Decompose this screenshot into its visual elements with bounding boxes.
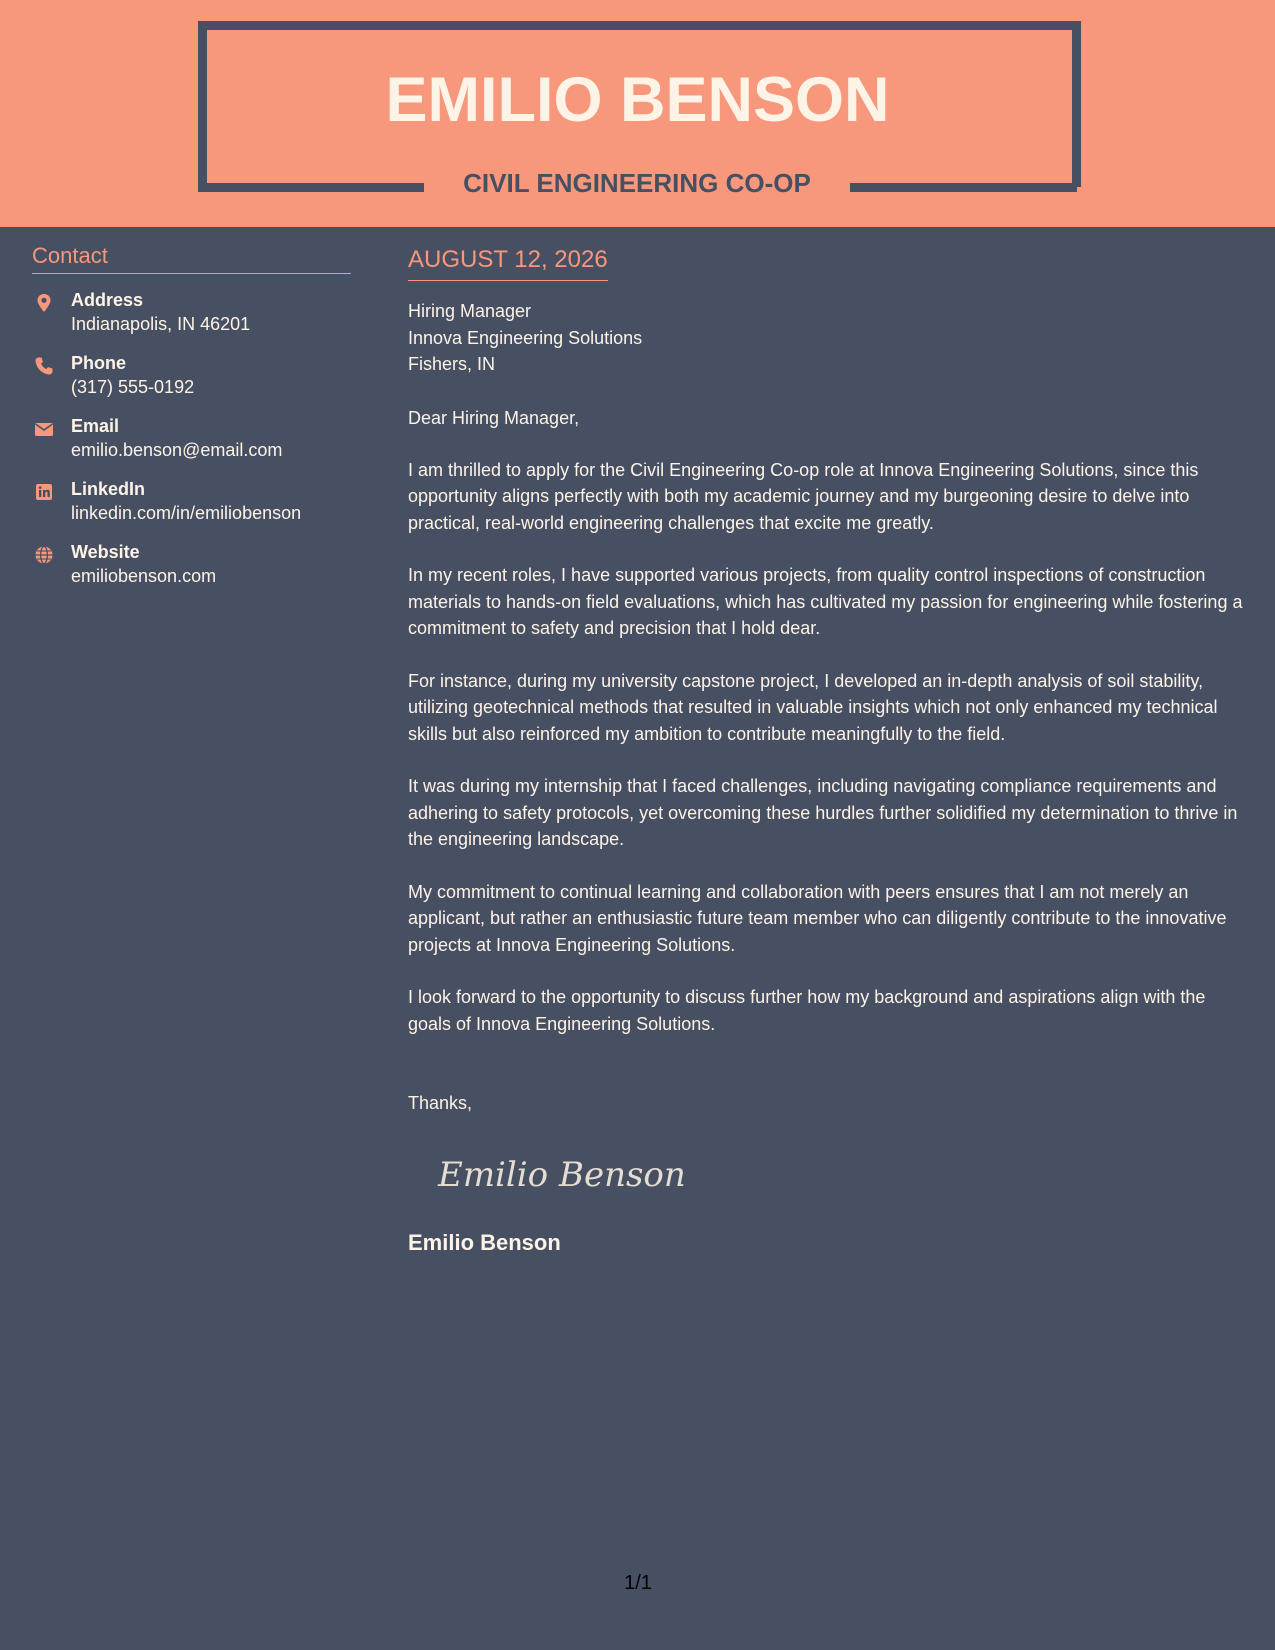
signature-image	[432, 1138, 692, 1208]
letter-paragraph: I look forward to the opportunity to discuss further how my background and aspirations align with the goals of Innova Engineering Solutions.	[408, 987, 1206, 1034]
contact-value: linkedin.com/in/emiliobenson	[71, 503, 302, 523]
header-banner	[0, 0, 1275, 227]
phone-icon	[34, 356, 54, 376]
signed-name: Emilio Benson	[408, 1230, 561, 1255]
envelope-icon	[34, 419, 54, 439]
page-number: 1/1	[624, 1572, 652, 1594]
closing-line: Thanks,	[408, 1093, 473, 1113]
map-pin-icon	[34, 293, 54, 313]
contact-item-phone	[32, 351, 351, 400]
recipient-location: Fishers, IN	[408, 354, 496, 374]
contact-sidebar	[32, 242, 351, 589]
letter-date: AUGUST 12, 2026	[408, 244, 608, 281]
applicant-name: EMILIO BENSON	[385, 65, 890, 135]
contact-label: Email	[71, 416, 120, 436]
letter-body	[408, 244, 1253, 1257]
signature-text: Emilio Benson	[438, 1155, 686, 1195]
contact-label: Address	[71, 290, 144, 310]
contact-item-address	[32, 288, 351, 337]
contact-value: Indianapolis, IN 46201	[71, 314, 251, 334]
salutation: Dear Hiring Manager,	[408, 407, 580, 428]
recipient-name: Hiring Manager	[408, 301, 532, 321]
letter-paragraph: My commitment to continual learning and collaboration with peers ensures that I am not merely an applicant, but rather an enthusiastic future team member who can diligently contribute to the innovative projects at Innova Engineering Solutions.	[408, 881, 1227, 955]
recipient-company: Innova Engineering Solutions	[408, 327, 643, 348]
header-frame-bottom-left	[198, 183, 424, 192]
linkedin-icon	[34, 482, 54, 502]
letter-paragraph: For instance, during my university capstone project, I developed an in-depth analysis of soil stability, utilizing geotechnical methods that resulted in valuable insights which not only enhanced my technical skills but also reinforced my ambition to contribute meaningfully to the field.	[408, 670, 1218, 744]
contact-label: Phone	[71, 353, 127, 373]
letter-paragraph: In my recent roles, I have supported various projects, from quality control inspections of construction materials to hands-on field evaluations, which has cultivated my passion for engineering while fostering a commitment to safety and precision that I hold dear.	[408, 565, 1243, 638]
contact-item-email	[32, 414, 351, 463]
contact-heading: Contact	[32, 242, 351, 274]
contact-value: emilio.benson@email.com	[71, 440, 283, 460]
globe-icon	[34, 545, 54, 565]
contact-item-linkedin	[32, 477, 351, 526]
letter-paragraph: I am thrilled to apply for the Civil Engineering Co-op role at Innova Engineering Solutions, since this opportunity aligns perfectly with both my academic journey and my burgeoning desire to delve into practical, real-world engineering challenges that excite me greatly.	[408, 459, 1199, 533]
recipient-block	[408, 298, 1253, 378]
job-title: CIVIL ENGINEERING CO-OP	[463, 168, 811, 198]
letter-paragraph: It was during my internship that I faced challenges, including navigating compliance requirements and adhering to safety protocols, yet overcoming these hurdles further solidified my determination to thrive in the engineering landscape.	[408, 776, 1238, 849]
contact-label: LinkedIn	[71, 479, 146, 499]
contact-label: Website	[71, 542, 140, 562]
contact-value: emiliobenson.com	[71, 566, 217, 586]
contact-item-website	[32, 540, 351, 589]
header-frame-bottom-right	[850, 183, 1077, 192]
contact-value: (317) 555-0192	[71, 377, 195, 397]
